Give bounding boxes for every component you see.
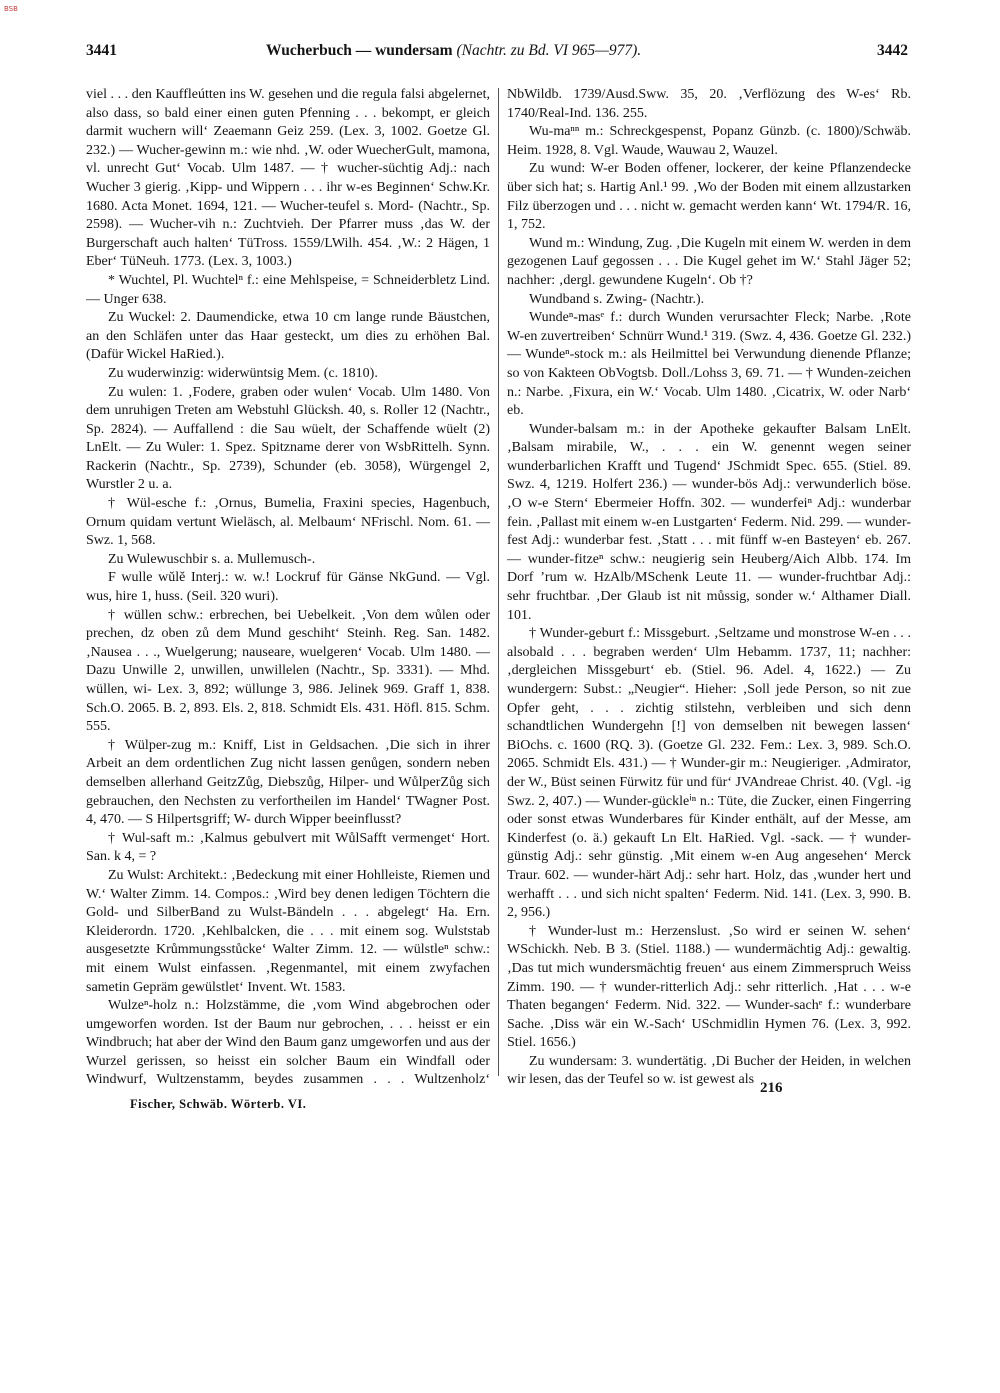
- running-header: [86, 42, 908, 64]
- dictionary-entry: NbWildb. 1739/Ausd.Sww. 35, 20. ‚Verflözung des W-es‘ Rb. 1740/Real-Ind. 136. 255.: [507, 87, 911, 121]
- library-stamp: BSB: [4, 5, 18, 13]
- dictionary-entry: Zu wundersam: 3. wundertätig. ‚Di Bucher der Heiden, in welchen wir lesen, das der Teufel so w. ist gewest als: [507, 1053, 911, 1086]
- title-subtitle: (Nachtr. zu Bd. VI 965—977).: [456, 42, 642, 59]
- dictionary-entry: Zu Wulewuschbir s. a. Mullemusch-.: [108, 551, 316, 567]
- dictionary-entry: Wundband s. Zwing- (Nachtr.).: [529, 291, 705, 307]
- dictionary-entry: Wulzeⁿ-holz n.: Holzstämme, die ‚vom Wind abgebrochen oder umgeworfen worden. Ist der Baum nur gebrochen, . . . heisst er ein Windbruch; hat aber der Wind den Baum ganz umgeworfen und aus der Wurzel gerissen, so heisst ein solcher Baum ein Windfall oder Windwurf, Wultzenstamm, beydes zusammen . . . Wultzenholz‘: [86, 998, 490, 1086]
- right-column: [507, 86, 911, 1086]
- dictionary-entry: † Wunder-geburt f.: Missgeburt. ‚Seltzame und monstrose W-en . . . alsobald . . . begraben werden‘ Ulm Hebamm. 1737, 11; nachher: ‚dergleichen Missgeburt‘ eb. (Stiel. 96. Adel. 4, 1622.) — Zu wundergern: Subst.: „Neugier“. Hieher: ‚Soll jede Person, so nit zue Opfer geht, . . . zichtig stilstehn, verbleiben und sich denn schandtlichen Wundergehn [!] von demselben nit bewegen lassen‘ BiOchs. c. 1600 (RQ. 3). (Goetze Gl. 232. Fem.: Lex. 3, 989. Sch.O. 2065. Schmidt Els. 431.) — † Wunder-gir m.: Neugieriger. ‚Admirator, der W., Büst seinen Fürwitz für und für‘ JVAndreae Christ. 40. (Vgl. -ig Swz. 2, 407.) — Wunder-gückleⁱⁿ n.: Tüte, die Zucker, einen Fingerring oder sonst etwas Wunderbares für Kinder enthält, auf der Messe, am Kinderfest (o. ä.) gekauft Ln Elt. HaRied. Vgl. -sack. — † wunder-günstig Adj.: sehr günstig. ‚Mit einem w-en Aug angesehen‘ Merck Traur. 602. — wunder-härt Adj.: sehr hart. Holz, das ‚wunder hert und werhafft . . . und sich nicht spalten‘ Federm. Nid. 141. (Lex. 3, 990. B. 2, 956.): [507, 626, 911, 921]
- dictionary-entry: viel . . . den Kauffleútten ins W. gesehen und die regula falsi abgelernet, also dass, so bald einer einen guten Pfenning . . . bekompt, er gleich darmit wuchern will‘ Zeaemann Geiz 259. (Lex. 3, 1002. Goetze Gl. 232.) — Wucher-gewinn m.: wie nhd. ‚W. oder WuecherGult, mamona, vl. unrecht Gut‘ Vocab. Ulm 1487. — † wucher-süchtig Adj.: nach Wucher 3 gierig. ‚Kipp- und Wippern . . . ihr w-es Beginnen‘ Schw.Kr. 1680. Acta Monet. 1694, 121. — Wucher-teufel s. Mord- (Nachtr., Sp. 2598). — Wucher-vih n.: Zuchtvieh. Der Pfarrer muss ‚das W. der Burgerschaft auch halten‘ TüTross. 1559/LWilh. 454. ‚W.: 2 Hägen, 1 Eber‘ TüNeuh. 1773. (Lex. 3, 1003.): [86, 87, 490, 270]
- footer-page-number: 216: [760, 1080, 783, 1096]
- column-divider: [498, 88, 499, 1076]
- dictionary-entry: Wunder-balsam m.: in der Apotheke gekaufter Balsam LnElt. ‚Balsam mirabile, W., . . . ein W. genennt wegen seiner wunderbarlichen Krafft und Tugend‘ JSchmidt Spec. 655. (Stiel. 89. Swz. 4, 1219. Holfert 236.) — wunder-bös Adj.: verwunderlich böse. ‚O w-e Stern‘ Ebermeier Hoffn. 302. — wunderfeiⁿ Adj.: wunderbar fein. ‚Pallast mit einem w-en Lustgarten‘ Federm. Nid. 299. — wunder-fest Adj.: wunderbar fest. ‚Statt . . . mit fünff w-en Basteyen‘ eb. 267. — wunder-fitzeⁿ schw.: neugierig sein Heuberg/Aich Albb. 174. Im Dorf ’rum w. HzAlb/MSchenk Leute 11. — wunder-fruchtbar Adj.: sehr fruchtbar. ‚Der Glaub ist nit můssig, sonder w.‘ Althamer Diall. 101.: [507, 421, 911, 623]
- dictionary-entry: Zu Wulst: Architekt.: ‚Bedeckung mit einer Hohlleiste, Riemen und W.‘ Walter Zimm. 14. Compos.: ‚Wird bey denen ledigen Töchtern die Gold- und SilberBand zu Wulst-Bändeln . . . abgelegt‘ Ha. Ern. Kleiderordn. 1720. ‚Kehlbalcken, die . . . mit einem sog. Wulststab ausgesetzte Krůmmungsstůcke‘ Walter Zimm. 12. — wülstleⁿ schw.: mit einem Wulst einfassen. ‚Regenmantel, mit einem zwyfachen sametin Gepräm gewülstlet‘ Invent. Wt. 1583.: [86, 867, 490, 995]
- dictionary-entry: Zu wuderwinzig: widerwüntsig Mem. (c. 1810).: [108, 365, 378, 381]
- dictionary-entry: † Wül-esche f.: ‚Ornus, Bumelia, Fraxini species, Hagenbuch, Ornum quidam vertunt Wieläsch, al. Melbaum‘ NFrischl. Nom. 61. — Swz. 1, 568.: [86, 496, 490, 549]
- dictionary-entry: Zu wulen: 1. ‚Fodere, graben oder wulen‘ Vocab. Ulm 1480. Von dem unruhigen Treten am Webstuhl Glücksh. 40, s. Roller 12 (Nachtr., Sp. 2824). — Auffallend : die Sau wüelt, der Schaffende wüelt (2) LnElt. — Zu Wuler: 1. Spez. Spitzname derer von WsbRittelh. Synn. Rackerin (Nachtr., Sp. 2739), Schunder (eb. 3058), Würgengel 2, Wurstler 2 u. a.: [86, 384, 490, 493]
- dictionary-entry: † Wülper-zug m.: Kniff, List in Geldsachen. ‚Die sich in ihrer Arbeit an dem ordentlichen Zug nicht lassen genůgen, sondern neben demselben allerhand GeitzZůg, Diebszůg, Hilper- und WůlperZůg sich gebrauchen, den Nechsten zu verfortheilen im Handel‘ TWagner Post. 4, 470. — S Hilpertsgriff; W- durch Wipper beeinflusst?: [86, 737, 490, 828]
- title-main: Wucherbuch — wundersam: [266, 42, 453, 59]
- dictionary-entry: Zu wund: W-er Boden offener, lockerer, der keine Pflanzendecke über sich hat; s. Hartig Anl.¹ 99. ‚Wo der Boden mit einem allzustarken Filz überzogen und . . . nicht w. gemacht werden kann‘ Wt. 1794/R. 16, 1, 752.: [507, 161, 911, 233]
- dictionary-entry: † Wul-saft m.: ‚Kalmus gebulvert mit WůlSafft vermenget‘ Hort. San. k 4, = ?: [86, 830, 490, 865]
- dictionary-entry: * Wuchtel, Pl. Wuchtelⁿ f.: eine Mehlspeise, = Schneiderbletz Lind. — Unger 638.: [86, 272, 490, 307]
- left-column: [86, 86, 490, 1086]
- page-number-left: 3441: [86, 42, 117, 59]
- dictionary-entry: Zu Wuckel: 2. Daumendicke, etwa 10 cm lange runde Bäustchen, an den Schläfen unter das Haar gesteckt, um dies zu erhöhen Bal. (Dafür Wickel HaRied.).: [86, 310, 490, 363]
- dictionary-entry: Wund m.: Windung, Zug. ‚Die Kugeln mit einem W. werden in dem gezogenen Lauf gegossen . . . Die Kugel gehet im W.‘ Stahl Jäger 52; nachher: ‚dergl. gewundene Kugeln‘. Ob †?: [507, 235, 911, 288]
- dictionary-entry: Wundeⁿ-masᵉ f.: durch Wunden verursachter Fleck; Narbe. ‚Rote W-en zuvertreiben‘ Schnürr Wund.¹ 319. (Swz. 4, 436. Goetze Gl. 232.) — Wundeⁿ-stock m.: als Heilmittel bei Verwundung dienende Pflanze; so von Kakteen ObVogtsb. Doll./Lohss 3, 69. 71. — † Wunden-zeichen n.: Narbe. ‚Fixura, ein W.‘ Vocab. Ulm 1480. ‚Cicatrix, W. oder Narb‘ eb.: [507, 310, 911, 419]
- footer-source: Fischer, Schwäb. Wörterb. VI.: [130, 1097, 307, 1111]
- dictionary-entry: † Wunder-lust m.: Herzenslust. ‚So wird er seinen W. sehen‘ WSchickh. Neb. B 3. (Stiel. 1188.) — wundermächtig Adj.: gewaltig. ‚Das tut mich wundersmächtig freuen‘ aus einem Zimmerspruch Weiss Zimm. 190. — † wunder-ritterlich Adj.: sehr ritterlich. ‚Hat . . . w-e Thaten begangen‘ Federm. Nid. 322. — Wunder-sachᵉ f.: wunderbare Sache. ‚Diss wär ein W.-Sach‘ USchmidlin Hymen 76. (Lex. 3, 992. Stiel. 1656.): [507, 923, 911, 1051]
- dictionary-entry: F wulle wŭlĕ Interj.: w. w.! Lockruf für Gänse NkGund. — Vgl. wus, hire 1, huss. (Seil. 320 wuri).: [86, 570, 490, 605]
- dictionary-entry: Wu-maⁿⁿ m.: Schreckgespenst, Popanz Günzb. (c. 1800)/Schwäb. Heim. 1928, 8. Vgl. Waude, Wauwau 2, Wauzel.: [507, 124, 911, 158]
- dictionary-entry: † wüllen schw.: erbrechen, bei Uebelkeit. ‚Von dem wůlen oder prechen, dz oben zů dem Mund geschiht‘ Steinh. Reg. San. 1482. ‚Nausea . . ., Wuelgerung; nauseare, wuelgeren‘ Vocab. Ulm 1480. — Dazu Unwille 2, unwillen, unwillelen (Nachtr., Sp. 3331). — Mhd. wüllen, wi- Lex. 3, 892; wüllunge 3, 986. Jelinek 969. Graff 1, 838. Sch.O. 2065. B. 2, 893. Els. 2, 818. Schmidt Els. 431. Höfl. 815. Schm. 555.: [86, 607, 490, 735]
- page-number-right: 3442: [877, 42, 908, 59]
- page-title: [266, 42, 641, 60]
